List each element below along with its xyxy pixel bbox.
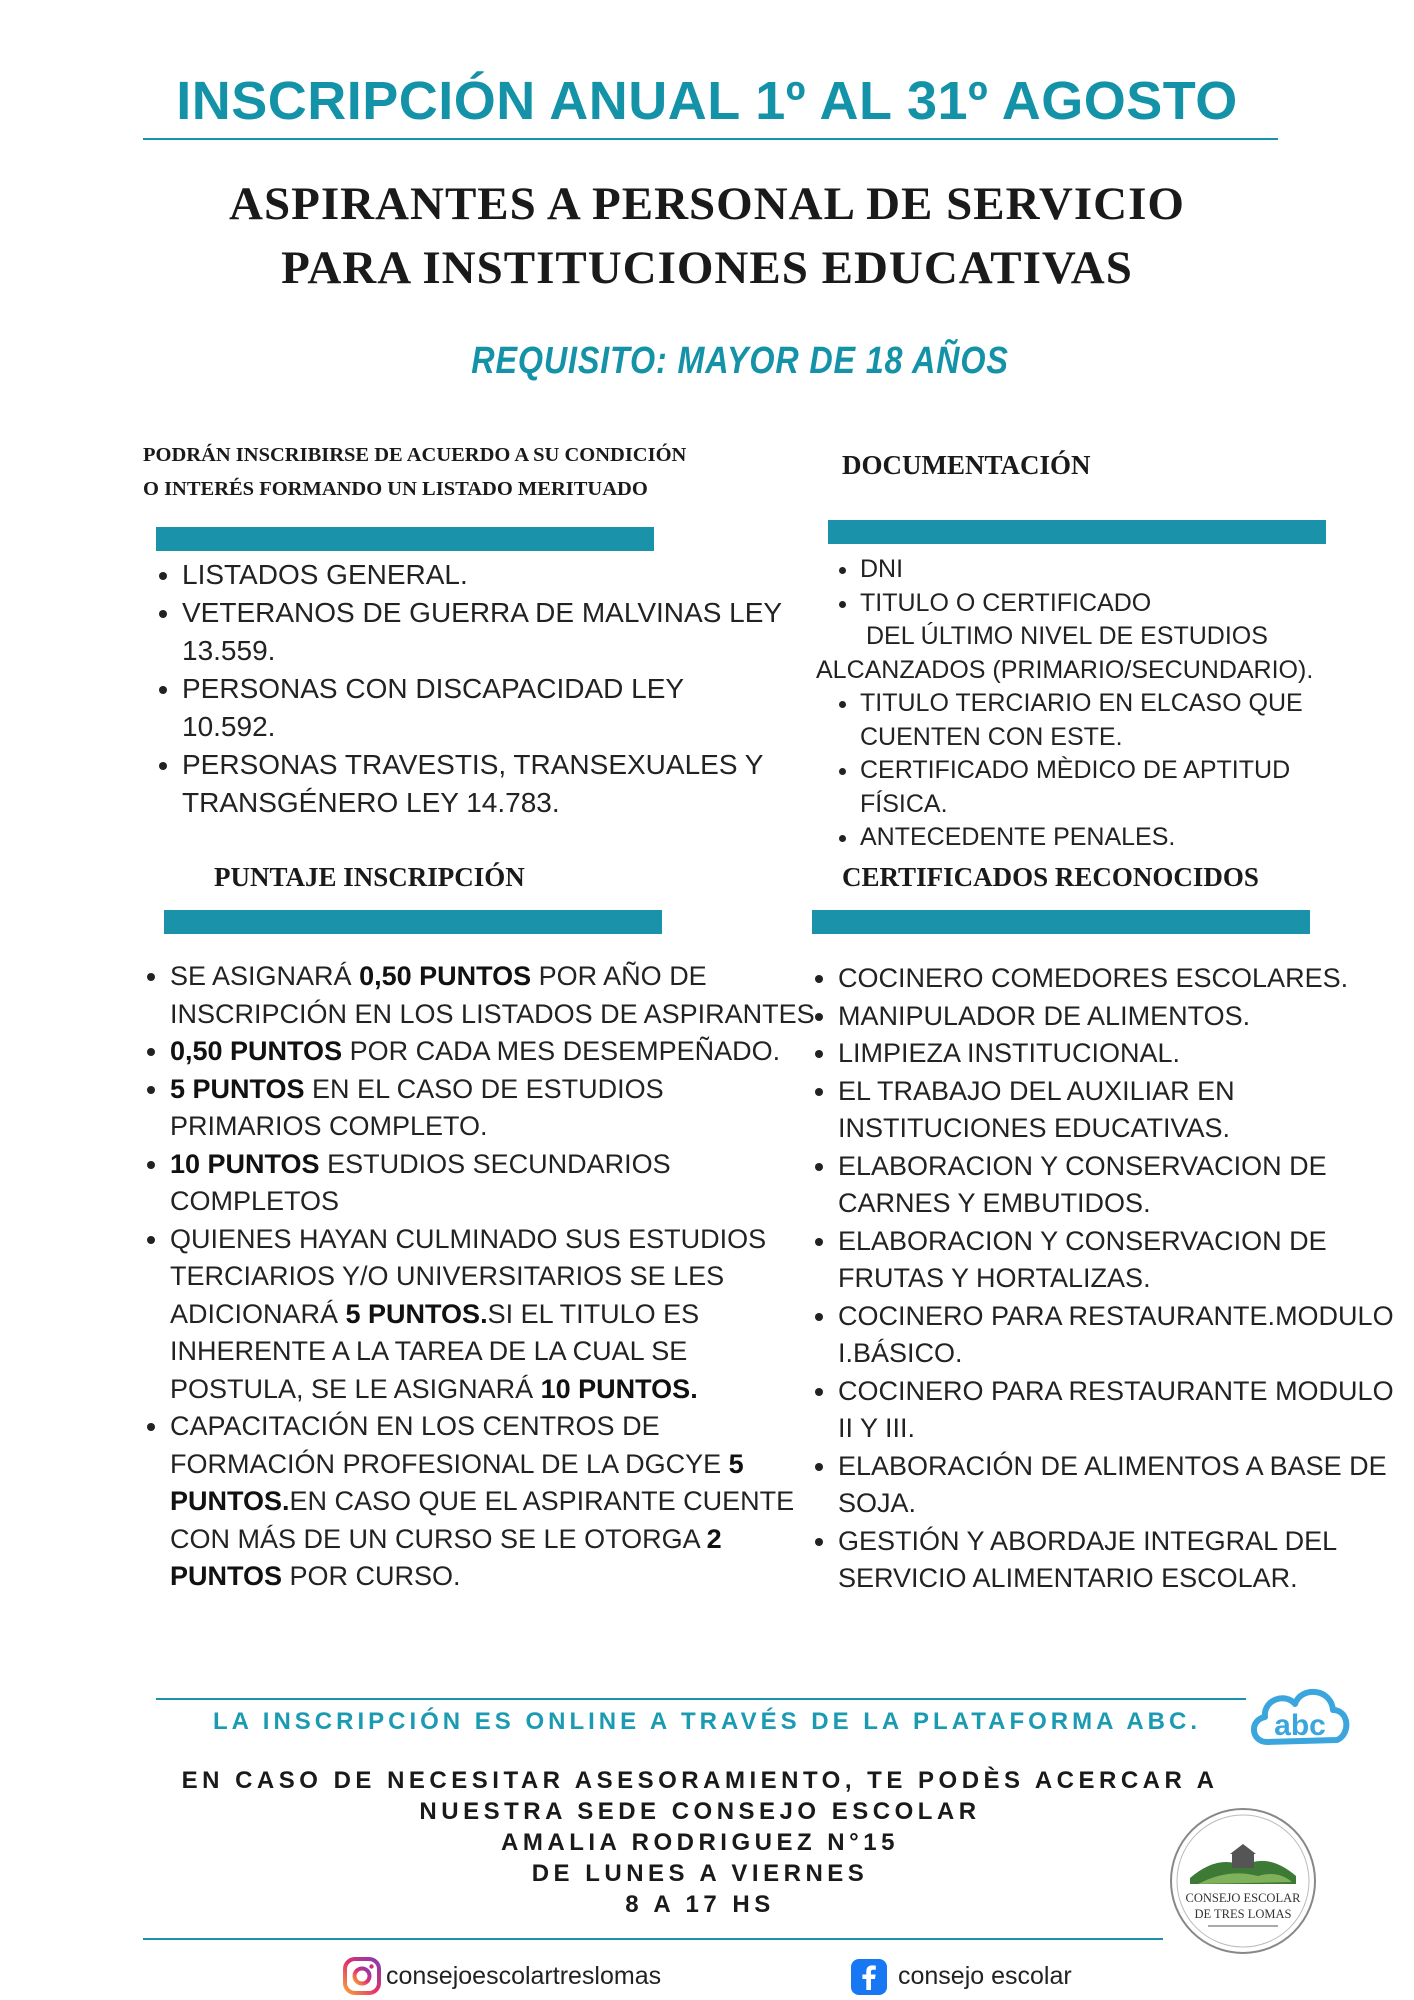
item-points: 0,50 PUNTOS [359,961,532,991]
seal-line-2: DE TRES LOMAS [1194,1907,1292,1921]
list-item: • PERSONAS TRAVESTIS, TRANSEXUALES Y TRANSGÉNERO LEY 14.783. [182,746,782,822]
page-title: INSCRIPCIÓN ANUAL 1º AL 31º AGOSTO [176,71,1238,131]
advice-line-2: NUESTRA SEDE CONSEJO ESCOLAR [419,1798,981,1825]
list-item: • ELABORACION Y CONSERVACION DE CARNES Y EMBUTIDOS. [838,1148,1408,1223]
item-points: 2 PUNTOS [170,1523,722,1591]
facebook-icon[interactable] [850,1958,888,1996]
item-text: SI EL TITULO ES INHERENTE A LA TAREA DE LA CUAL SE POSTULA, SE LE ASIGNARÁ [170,1298,700,1404]
footer-divider-bottom [143,1938,1163,1940]
subtitle [0,172,1414,300]
item-points: 0,50 PUNTOS [170,1036,343,1066]
list-item: • LISTADOS GENERAL. [182,556,782,594]
list-item [170,1146,820,1221]
list-item: • ELABORACION Y CONSERVACION DE FRUTAS Y HORTALIZAS. [838,1223,1408,1298]
list-item: • COCINERO COMEDORES ESCOLARES. [838,960,1408,998]
item-points: 10 PUNTOS [170,1148,320,1179]
advice-line-5: 8 A 17 HS [625,1891,775,1918]
list-item: • COCINERO PARA RESTAURANTE.MODULO I.BÁSICO. [838,1298,1408,1373]
requirement-heading: REQUISITO: MAYOR DE 18 AÑOS [471,340,1009,382]
item-text: ESTUDIOS SECUNDARIOS COMPLETOS [170,1148,671,1216]
list-item: • ELABORACIÓN DE ALIMENTOS A BASE DE SOJA. [838,1448,1408,1523]
item-text: POR AÑO DE INSCRIPCIÓN EN LOS LISTADOS DE ASPIRANTES [170,961,815,1029]
puntaje-title: PUNTAJE INSCRIPCIÓN [214,862,525,892]
subtitle-line-1: ASPIRANTES A PERSONAL DE SERVICIO [229,178,1185,230]
list-item: • ANTECEDENTE PENALES. [860,821,1376,855]
list-item [170,958,820,1033]
documentacion-continuation-2: ALCANZADOS (PRIMARIO/SECUNDARIO). [816,655,1314,684]
listados-bar [156,527,654,551]
list-item: • PERSONAS CON DISCAPACIDAD LEY 10.592. [182,670,782,746]
list-item: • LIMPIEZA INSTITUCIONAL. [838,1035,1408,1073]
list-item [170,1071,820,1146]
documentacion-block [816,553,1376,855]
item-text: EN EL CASO DE ESTUDIOS PRIMARIOS COMPLETO. [170,1073,664,1141]
item-text: SE ASIGNARÁ [170,961,360,991]
list-item: • COCINERO PARA RESTAURANTE MODULO II Y III. [838,1373,1408,1448]
item-points: 10 PUNTOS. [540,1373,698,1404]
item-text: POR CADA MES DESEMPEÑADO. [342,1036,781,1066]
list-item [170,1033,820,1071]
instagram-icon[interactable] [342,1956,382,1996]
documentacion-continuation-1: DEL ÚLTIMO NIVEL DE ESTUDIOS [866,622,1268,650]
item-text: QUIENES HAYAN CULMINADO SUS ESTUDIOS TERCIARIOS Y/O UNIVERSITARIOS SE LES ADICIONARÁ [170,1223,767,1329]
documentacion-list-2 [816,687,1376,855]
seal-line-1: CONSEJO ESCOLAR [1185,1891,1301,1905]
advice-line-3: AMALIA RODRIGUEZ N°15 [501,1829,899,1856]
list-item: • MANIPULADOR DE ALIMENTOS. [838,998,1408,1036]
certificados-bar [812,910,1310,934]
list-item: • DNI [860,553,1376,587]
certificados-list [804,960,1408,1598]
puntaje-list [136,958,820,1596]
listados-list [148,556,782,822]
documentacion-title: DOCUMENTACIÓN [842,450,1091,480]
intro-line-2: O INTERÉS FORMANDO UN LISTADO MERITUADO [143,478,648,500]
facebook-handle[interactable]: consejo escolar [898,1962,1072,1990]
item-points: 5 PUNTOS [170,1073,305,1104]
item-text: POR CURSO. [282,1561,461,1591]
abc-logo [1245,1672,1355,1762]
puntaje-bar [164,910,662,934]
certificados-title: CERTIFICADOS RECONOCIDOS [842,862,1259,892]
item-text: CAPACITACIÓN EN LOS CENTROS DE FORMACIÓN PROFESIONAL DE LA DGCYE [170,1411,729,1479]
list-item [170,1408,820,1596]
advice-text [120,1765,1280,1920]
intro-text [143,438,686,506]
documentacion-bar [828,520,1326,544]
consejo-escolar-seal [1168,1806,1318,1956]
instagram-handle[interactable]: consejoescolartreslomas [386,1962,662,1990]
advice-line-4: DE LUNES A VIERNES [531,1860,869,1887]
advice-line-1: EN CASO DE NECESITAR ASESORAMIENTO, TE PODÈS ACERCAR A [181,1767,1219,1794]
subtitle-line-2: PARA INSTITUCIONES EDUCATIVAS [281,242,1133,294]
documentacion-list [816,553,1376,620]
footer-divider-top [156,1698,1246,1700]
list-item: • EL TRABAJO DEL AUXILIAR EN INSTITUCIONES EDUCATIVAS. [838,1073,1408,1148]
item-points: 5 PUNTOS. [170,1448,744,1516]
list-item: • GESTIÓN Y ABORDAJE INTEGRAL DEL SERVICIO ALIMENTARIO ESCOLAR. [838,1523,1408,1598]
list-item: • CERTIFICADO MÈDICO DE APTITUD FÍSICA. [860,754,1376,821]
online-notice: LA INSCRIPCIÓN ES ONLINE A TRAVÉS DE LA PLATAFORMA ABC. [213,1708,1201,1735]
list-item: • TITULO TERCIARIO EN ELCASO QUE CUENTEN CON ESTE. [860,687,1376,754]
list-item: • TITULO O CERTIFICADO [860,587,1376,621]
title-underline [143,138,1278,140]
list-item: • VETERANOS DE GUERRA DE MALVINAS LEY 13.559. [182,594,782,670]
intro-line-1: PODRÁN INSCRIBIRSE DE ACUERDO A SU CONDICIÓN [143,444,687,466]
abc-logo-text: abc [1274,1709,1326,1742]
item-points: 5 PUNTOS. [345,1298,488,1329]
list-item [170,1221,820,1409]
item-text: EN CASO QUE EL ASPIRANTE CUENTE CON MÁS DE UN CURSO SE LE OTORGA [170,1486,795,1554]
